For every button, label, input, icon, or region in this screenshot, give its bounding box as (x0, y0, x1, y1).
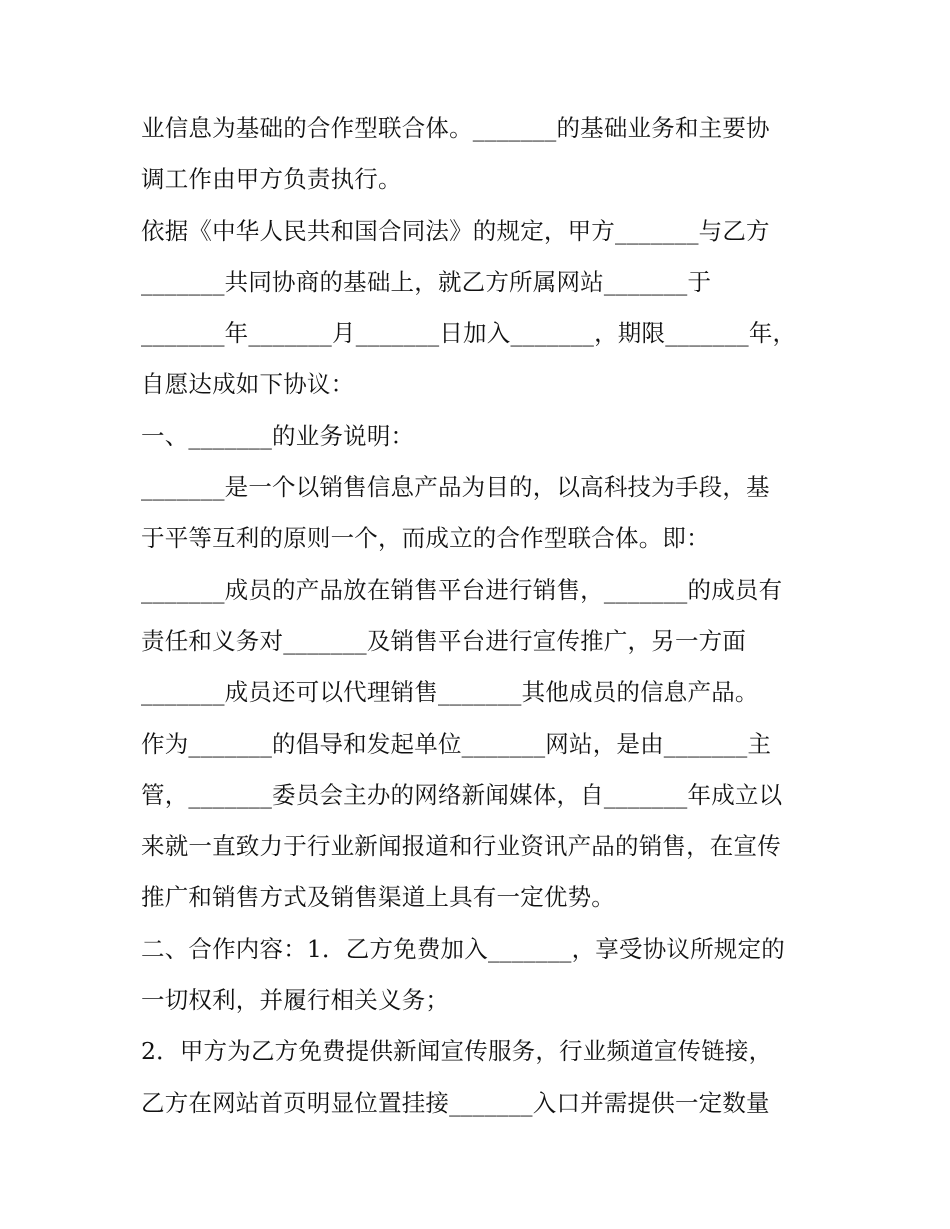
text-line-11: 责任和义务对_______及销售平台进行宣传推广，另一方面 (141, 626, 747, 655)
text-line-19: 2．甲方为乙方免费提供新闻宣传服务，行业频道宣传链接， (141, 1037, 773, 1066)
text-line-15: 来就一直致力于行业新闻报道和行业资讯产品的销售，在宣传 (141, 832, 781, 861)
text-line-3: 依据《中华人民共和国合同法》的规定，甲方_______与乙方 (141, 216, 770, 245)
section-heading-1: 一、_______的业务说明： (141, 421, 415, 450)
text-line-8: _______是一个以销售信息产品为目的，以高科技为手段，基 (141, 473, 770, 502)
text-line-13: 作为_______的倡导和发起单位_______网站，是由_______主 (141, 729, 772, 758)
text-line-20: 乙方在网站首页明显位置挂接_______入口并需提供一定数量 (141, 1088, 770, 1117)
text-line-18: 一切权利，并履行相关义务； (141, 986, 450, 1015)
section-heading-2: 二、合作内容：1．乙方免费加入_______，享受协议所规定的 (141, 934, 785, 963)
text-line-10: _______成员的产品放在销售平台进行销售，_______的成员有 (141, 575, 783, 604)
text-line-2: 调工作由甲方负责执行。 (141, 165, 402, 194)
text-line-9: 于平等互利的原则一个，而成立的合作型联合体。即： (141, 524, 710, 553)
text-line-4: _______共同协商的基础上，就乙方所属网站_______于 (141, 267, 712, 296)
text-line-16: 推广和销售方式及销售渠道上具有一定优势。 (141, 883, 615, 912)
text-line-6: 自愿达成如下协议： (141, 370, 355, 399)
text-line-5: _______年_______月_______日加入_______，期限_______年， (141, 319, 797, 348)
text-line-1: 业信息为基础的合作型联合体。_______的基础业务和主要协 (141, 114, 770, 142)
contract-text (141, 103, 821, 1129)
text-line-14: 管，_______委员会主办的网络新闻媒体，自_______年成立以 (141, 780, 783, 809)
text-line-12: _______成员还可以代理销售_______其他成员的信息产品。 (141, 678, 759, 707)
